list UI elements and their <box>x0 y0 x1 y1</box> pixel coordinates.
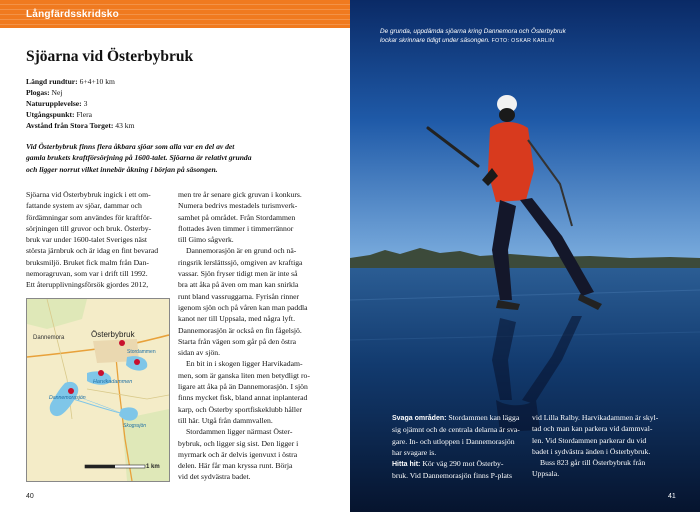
map-label-dannemorasjon: Dannemorasjön <box>49 395 86 401</box>
text-line: Stordammen ligger närmast Öster- <box>186 427 293 437</box>
text-line: till Gimo sågverk. <box>178 235 234 245</box>
text-line: igenom sjön och på våren kan man paddla <box>178 302 308 312</box>
text-line: vassar. Sjön fryser tidigt men är inte så <box>178 269 298 279</box>
map-label-stordammen: Stordammen <box>127 349 156 355</box>
text-line: till här. Utgå från dammvallen. <box>178 415 273 425</box>
text-line: finns mycket fisk, bland annat inplanterad <box>178 393 308 403</box>
text-line: samhet på området. Från Stordammen <box>178 212 296 222</box>
fact-row: Plogas: Nej <box>26 88 63 98</box>
intro-paragraph: Vid Österbybruk finns flera åkbara sjöar som alla var en del av det gamla brukets kraftförsörjning på 1600-talet. Sjöarna är relativt grunda och ligger norrut vilket innebär åkning i början på säsongen. <box>26 142 252 174</box>
photo-caption: De grunda, uppdämda sjöarna kring Dannemora och Österbybruk lockar skrinnare tidigt under säsongen. FOTO: OSKAR KARLIN <box>380 28 566 44</box>
text-line: delen. Här får man kryssa runt. Börja <box>178 461 293 471</box>
facts-box <box>26 76 326 131</box>
body-column-2 <box>178 189 328 483</box>
section-label: Långfärdsskridsko <box>26 9 119 20</box>
text-line: Dannemorasjön är en grund och nä- <box>186 246 297 256</box>
map-marker <box>98 370 104 376</box>
fact-row: Naturupplevelse: 3 <box>26 99 88 109</box>
text-line: En bit in i skogen ligger Harvikadam- <box>186 359 303 369</box>
text-line: ringsrik lerslättssjö, omgiven av kraftiga <box>178 257 303 267</box>
red-jacket <box>488 122 534 202</box>
right-body-column-1 <box>392 412 537 482</box>
text-line: len. Vid Stordammen parkerar du vid <box>532 435 647 445</box>
text-line: runt bland vassruggarna. Fyrisån rinner <box>178 291 300 301</box>
text-line: men tre år senare gick gruvan i konkurs. <box>178 190 302 199</box>
map-marker <box>134 359 140 365</box>
map-marker <box>68 388 74 394</box>
text-line: Dannemorasjön är också en fin fågelsjö. <box>178 325 302 335</box>
text-line: sig ojämnt och de centrala delarna är sva- <box>392 425 520 435</box>
text-line: bruk. Vid Dannemorasjön finns P-plats <box>392 471 513 481</box>
page-number-right: 41 <box>668 493 676 500</box>
map-label-dannemora: Dannemora <box>33 335 65 341</box>
text-line: Numera bedrivs mestadels turismverk- <box>178 201 298 211</box>
text-line: flottades även timmer i timmerrännor <box>178 223 294 233</box>
text-line: kanot ner till Uppsala, med några lyft. <box>178 314 295 324</box>
fact-row: Avstånd från Stora Torget: 43 km <box>26 121 135 131</box>
map-marker <box>119 340 125 346</box>
text-line: sidan av sjön. <box>178 348 221 358</box>
text-line: men, som är ganska liten men betydligt ro- <box>178 370 310 380</box>
body-column-1: Sjöarna vid Österbybruk ingick i ett om- fattande system av sjöar, dammar och fördämningar som användes för kraftför- sörjningen till gruvor och bruk. Österby- bruk var under 1600-talet Sveriges näst största järnbruk och är idag en fint bevarad bruksmiljö. Bruket fick malm från Dan- nemoragruvan, som var i drift till 1992. Ett återupplivningsförsök gjordes 2012, <box>26 190 159 290</box>
text-line: Hitta hit: Kör väg 290 mot Österby- <box>392 459 504 469</box>
text-line: Buss 823 går till Österbybruk från <box>540 458 646 468</box>
map-label-harvikadammen: Harvikadammen <box>93 379 133 385</box>
text-line: Svaga områden: Stordammen kan lägga <box>392 413 520 422</box>
area-map <box>26 298 170 482</box>
text-line: vid Lilla Ralby. Harvikadammen är skyl- <box>532 413 659 422</box>
right-page <box>350 0 700 512</box>
text-line: vid det sydvästra badet. <box>178 472 251 482</box>
bold-lead: Svaga områden: <box>392 415 447 422</box>
text-line: har svagare is. <box>392 447 437 457</box>
map-label-osterbybruk: Österbybruk <box>91 330 135 339</box>
map-label-skogssjon: Skogssjön <box>123 423 147 429</box>
text-line: Starta från vägen som går på den östra <box>178 336 297 346</box>
map-scale-label: 1 km <box>146 464 160 470</box>
right-body-column-2 <box>532 412 692 480</box>
text-line: tad och man kan parkera vid dammval- <box>532 424 653 434</box>
text-line: bybruk, och ligger sig sist. Den ligger i <box>178 438 299 448</box>
text-line: ligare att åka på än Dannemorasjön. I sjön <box>178 382 308 392</box>
text-line: gare. In- och utloppen i Dannemorasjön <box>392 436 515 446</box>
bold-lead: Hitta hit: <box>392 461 421 469</box>
photo-credit: FOTO: OSKAR KARLIN <box>491 38 555 44</box>
text-line: karp, och Österby sportfiskeklubb håller <box>178 404 303 414</box>
page-number-left: 40 <box>26 493 34 500</box>
text-line: myrmark och är delvis igenvuxt i östra <box>178 449 298 459</box>
text-line: badet i sydvästra änden i Österbybruk. <box>532 446 651 456</box>
fact-row: Utgångspunkt: Flera <box>26 110 93 120</box>
page-title: Sjöarna vid Österbybruk <box>26 48 194 65</box>
text-line: bra att åka på även om man kan snirkla <box>178 280 299 290</box>
map-scale-bar-fill <box>85 465 115 468</box>
text-line: Uppsala. <box>532 469 560 479</box>
fact-row: Längd rundtur: 6+4+10 km <box>26 77 115 86</box>
